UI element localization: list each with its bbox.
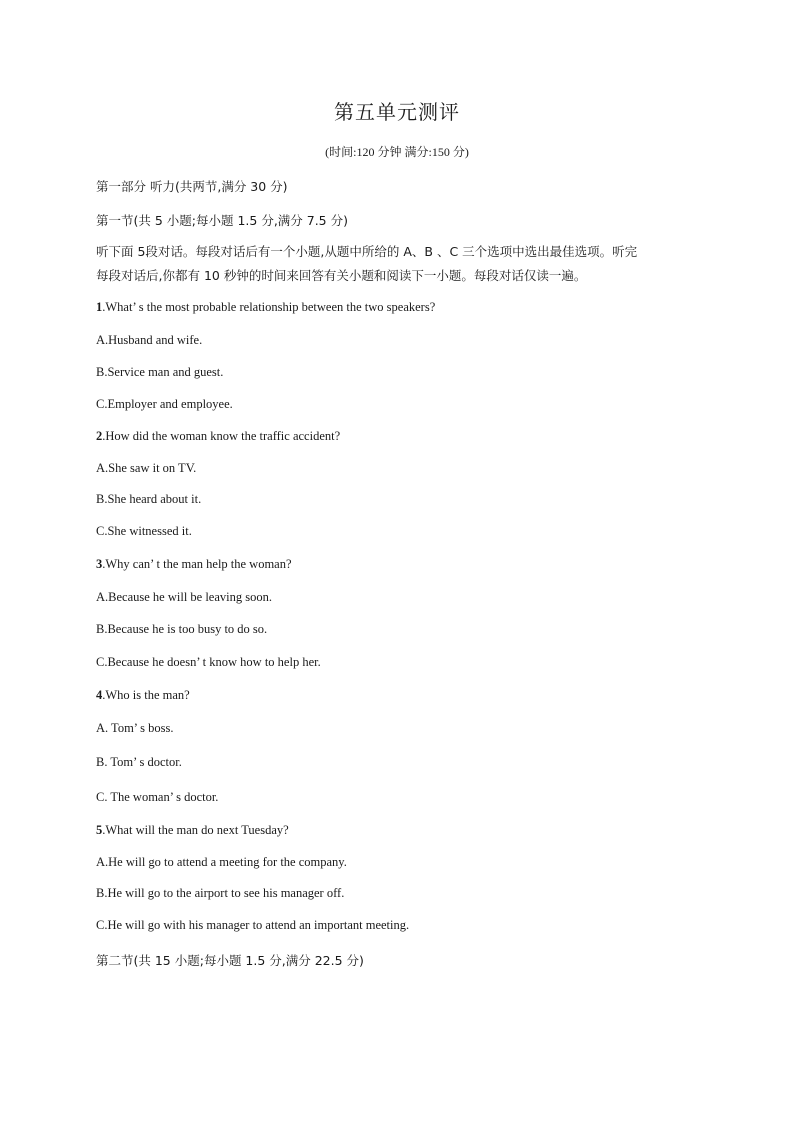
question-number: 4 — [96, 688, 103, 702]
question-text: .What will the man do next Tuesday? — [102, 823, 289, 837]
question-text: .What’ s the most probable relationship between the two speakers? — [102, 300, 436, 314]
answer-option: C.Because he doesn’ t know how to help her. — [96, 655, 321, 669]
answer-option: A.Because he will be leaving soon. — [96, 590, 272, 604]
part-heading: 第一部分 听力(共两节,满分 30 分) — [96, 179, 288, 194]
page-title: 第五单元测评 — [334, 100, 460, 124]
question-number: 5 — [96, 823, 103, 837]
answer-option: A. Tom’ s boss. — [96, 721, 174, 735]
answer-option: C.She witnessed it. — [96, 524, 192, 538]
answer-option: B.She heard about it. — [96, 492, 202, 506]
question-number: 3 — [96, 557, 103, 571]
question-stem — [96, 823, 289, 838]
question-stem — [96, 557, 292, 572]
time-and-score-note: (时间:120 分钟 满分:150 分) — [325, 145, 469, 159]
instructions-line: 听下面 5段对话。每段对话后有一个小题,从题中所给的 A、B 、C 三个选项中选出最佳选项。听完 — [96, 244, 638, 259]
question-stem — [96, 300, 435, 315]
answer-option: C. The woman’ s doctor. — [96, 790, 219, 804]
answer-option: B.Service man and guest. — [96, 365, 224, 379]
section-heading: 第一节(共 5 小题;每小题 1.5 分,满分 7.5 分) — [96, 213, 348, 228]
section-heading: 第二节(共 15 小题;每小题 1.5 分,满分 22.5 分) — [96, 953, 364, 968]
answer-option: A.He will go to attend a meeting for the company. — [96, 855, 347, 869]
question-number: 1 — [96, 300, 103, 314]
instructions — [96, 240, 706, 288]
question-text: .Why can’ t the man help the woman? — [102, 557, 292, 571]
answer-option: C.Employer and employee. — [96, 397, 233, 411]
answer-option: B.He will go to the airport to see his manager off. — [96, 886, 345, 900]
question-text: .Who is the man? — [102, 688, 190, 702]
question-stem — [96, 429, 340, 444]
answer-option: A.Husband and wife. — [96, 333, 203, 347]
question-stem — [96, 688, 190, 703]
answer-option: B.Because he is too busy to do so. — [96, 622, 268, 636]
answer-option: A.She saw it on TV. — [96, 461, 197, 475]
question-number: 2 — [96, 429, 103, 443]
question-text: .How did the woman know the traffic accident? — [102, 429, 341, 443]
instructions-line: 每段对话后,你都有 10 秒钟的时间来回答有关小题和阅读下一小题。每段对话仅读一遍。 — [96, 268, 587, 283]
answer-option: B. Tom’ s doctor. — [96, 755, 182, 769]
answer-option: C.He will go with his manager to attend an important meeting. — [96, 918, 410, 932]
